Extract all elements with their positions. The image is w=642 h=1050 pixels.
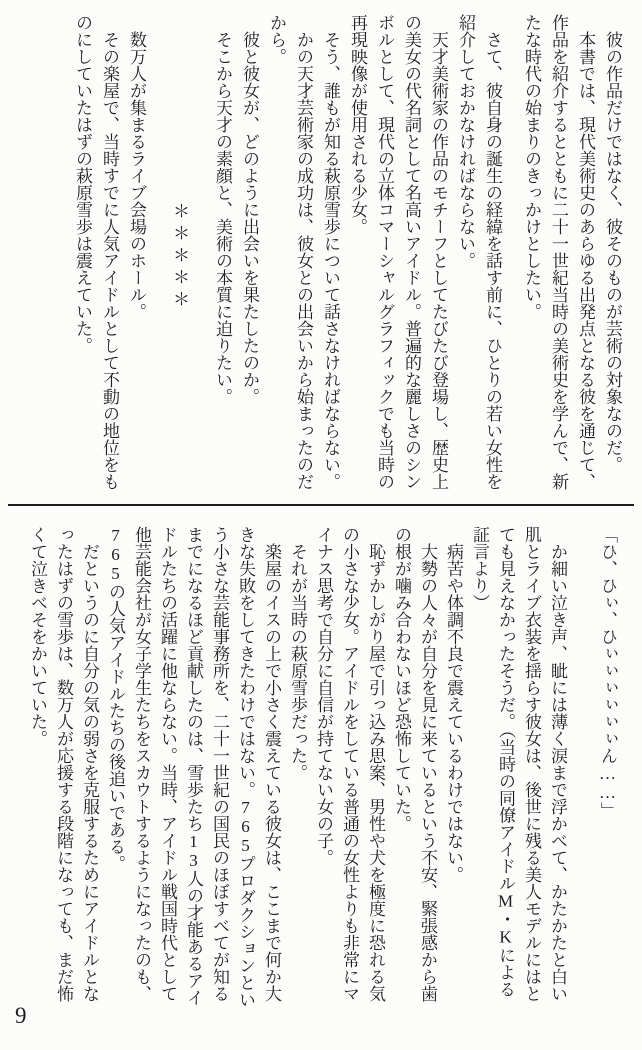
bottom-section	[8, 526, 620, 1012]
paragraph: 大勢の人々が自分を見に来ているという不安、緊張感から歯の根が噛み合わないほど恐怖していた。	[392, 526, 437, 1002]
paragraph: それが当時の萩原雪歩だった。	[288, 543, 307, 781]
top-section	[20, 14, 626, 500]
paragraph: その楽屋で、当時すでに人気アイドルとして不動の地位をものにしていたはずの萩原雪歩は震えていた。	[73, 14, 119, 490]
paragraph: 本書では、現代美術史のあらゆる出発点となる彼を通じて、作品を紹介するとともに二十一世紀当時の美術史を学んで、新たな時代の始まりのきっかけとしたい。	[522, 14, 595, 490]
paragraph: 彼の作品だけではなく、彼そのものが芸術の対象なのだ。	[603, 31, 622, 473]
paragraph: 数万人が集まるライブ会場のホール。	[127, 31, 146, 320]
paragraph: そこから天才の素顔と、美術の本質に迫りたい。	[213, 31, 232, 405]
paragraph: 病苦や体調不良で震えているわけではない。	[444, 543, 463, 883]
paragraph: かの天才芸術家の成功は、彼女との出会いから始まったのだから。	[267, 14, 313, 490]
paragraph: だというのに自分の気の弱さを克服するためにアイドルとなったはずの雪歩は、数万人が応援する段階になっても、まだ怖くて泣きべそをかいていた。	[28, 526, 99, 1002]
page-number: 9	[15, 1003, 27, 1028]
paragraph: 彼と彼女が、どのように出会いを果たしたのか。	[240, 31, 259, 405]
paragraph: そう、誰もが知る萩原雪歩について話さなければならない。	[321, 31, 340, 490]
paragraph: 恥ずかしがり屋で引っ込み思案、男性や犬を極度に恐れる気の小さな少女。アイドルをしている普通の女性よりも非常にマイナス思考で自分に自信が持てない女の子。	[314, 526, 385, 1002]
paragraph: 楽屋のイスの上で小さく震えている彼女は、ここまで何か大きな失敗をしてきたわけではない。765プロダクションという小さな芸能事務所を、二十一世紀の国民のほぼすべてが知るまでになるほど貢献したのは、雪歩たち13人の才能あるアイドルたちの活躍に他ならない。当時、アイドル戦国時代として他芸能会社が女子学生たちをスカウトするようになったのも、765の人気アイドルたちの後追いである。	[106, 526, 281, 1008]
paragraph: か細い泣き声、眦には薄く涙まで浮かべて、かたかたと白い肌とライブ衣装を揺らす彼女は、後世に残る美人モデルにはとても見えなかったそうだ。（当時の同僚アイドルM・Kによる証言より）	[470, 526, 567, 1002]
quote-line: 「ひ、ひぃ、ひぃぃぃぃぃぃん……」	[598, 526, 617, 819]
asterisk-separator: ＊＊＊＊＊	[170, 202, 189, 312]
paragraph: 天才美術家の作品のモチーフとしてたびたび登場し、歴史上の美女の代名詞として名高いアイドル。普遍的な麗しさのシンボルとして、現代の立体コマーシャルグラフィックでも当時の再現映像が使用される少女。	[348, 14, 448, 490]
paragraph: さて、彼自身の誕生の経緯を話す前に、ひとりの若い女性を紹介しておかなければならない。	[456, 14, 502, 490]
section-divider	[8, 504, 634, 506]
